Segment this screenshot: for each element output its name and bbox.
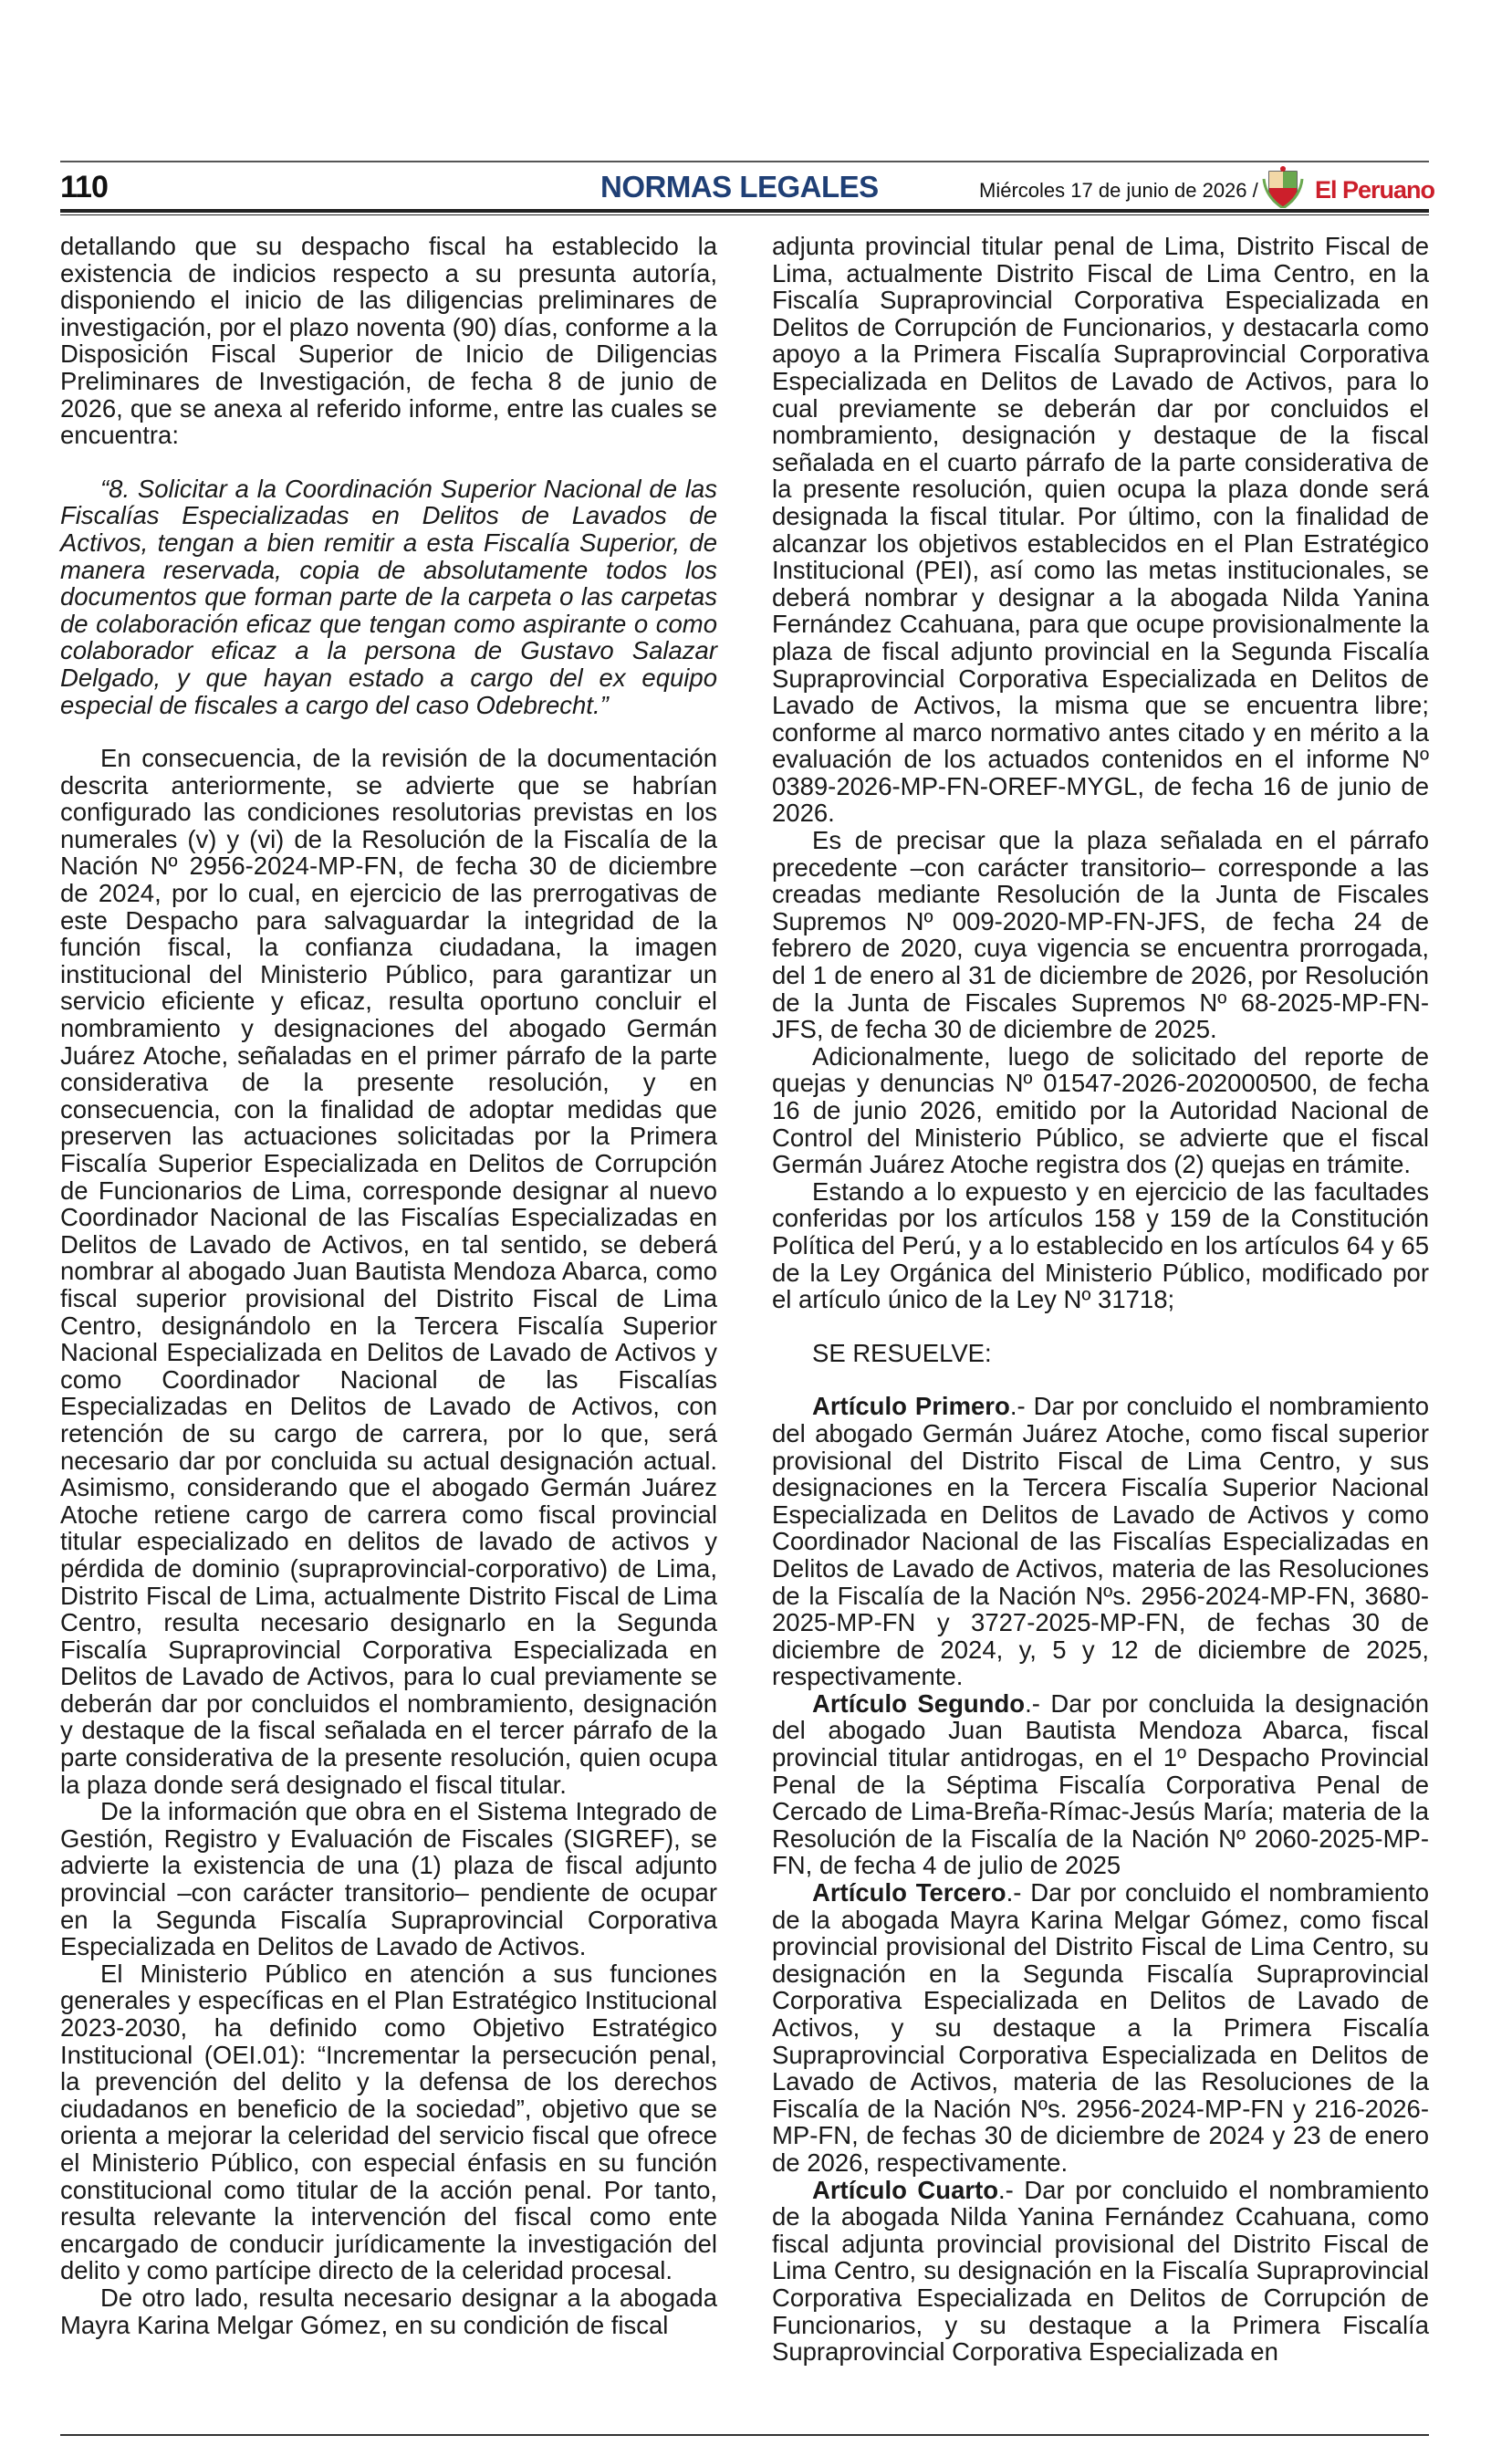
article-title: Artículo Tercero xyxy=(812,1878,1006,1907)
article-text: .- Dar por concluido el nombramiento de la abogada Mayra Karina Melgar Gómez, como fiscal provincial provisional del Distrito Fiscal de Lima Centro, su designación en la Segunda Fiscalía Supraprovincial Corporativa Especializada en Delitos de Lavado de Activos, y su destaque a la Primera Fiscalía Supraprovincial Corporativa Especializada en Delitos de Lavado de Activos, materia de las Resoluciones de la Fiscalía de la Nación Nºs. 2956-2024-MP-FN y 216-2026-MP-FN, de fechas 30 de diciembre de 2024 y 23 de enero de 2026, respectivamente. xyxy=(772,1878,1430,2177)
left-column xyxy=(60,233,717,2338)
article-title: Artículo Segundo xyxy=(812,1688,1026,1718)
article-title: Artículo Cuarto xyxy=(812,2175,999,2204)
page-number: 110 xyxy=(60,170,108,204)
article-title: Artículo Primero xyxy=(812,1392,1010,1421)
right-column xyxy=(772,233,1429,2366)
article-text: .- Dar por concluido el nombramiento de la abogada Nilda Yanina Fernández Ccahuana, como fiscal adjunta provincial provisional del Distrito Fiscal de Lima Centro, su designación en la Fiscalía Supraprovincial Corporativa Especializada en Delitos de Corrupción de Funcionarios, y su destaque a la Primera Fiscalía Supraprovincial Corporativa Especializada en xyxy=(772,2175,1429,2367)
header-top-rule xyxy=(60,161,1429,162)
section-title: NORMAS LEGALES xyxy=(600,170,879,204)
header-bottom-rule xyxy=(60,209,1429,213)
footer-rule xyxy=(60,2434,1429,2436)
article-text: .- Dar por concluida la designación del abogado Juan Bautista Mendoza Abarca, fiscal provincial titular antidrogas, en el 1º Despacho Provincial Penal de la Séptima Fiscalía Corporativa Penal de Cercado de Lima-Breña-Rímac-Jesús María; materia de la Resolución de la Fiscalía de la Nación Nº 2060-2025-MP-FN, de fecha 4 de julio de 2025 xyxy=(772,1688,1429,1880)
paragraph: adjunta provincial titular penal de Lima, Distrito Fiscal de Lima, actualmente Distrito Fiscal de Lima Centro, en la Fiscalía Supraprovincial Corporativa Especializada en Delitos de Corrupción de Funcionarios, y destacarla como apoyo a la Primera Fiscalía Supraprovincial Corporativa Especializada en Delitos de Lavado de Activos, para lo cual previamente se deberán dar por concluidos el nombramiento, designación y destaque de la fiscal señalada en el cuarto párrafo de la parte considerativa de la presente resolución, quien ocupa la plaza donde será designada la fiscal titular. Por último, con la finalidad de alcanzar los objetivos establecidos en el Plan Estratégico Institucional (PEI), así como las metas institucionales, se deberá nombrar y designar a la abogada Nilda Yanina Fernández Ccahuana, para que ocupe provisionalmente la plaza de fiscal adjunto provincial en la Segunda Fiscalía Supraprovincial Corporativa Especializada en Delitos de Lavado de Activos, la misma que se encuentra libre; conforme al marco normativo antes citado y en mérito a la evaluación de los actuados contenidos en el informe Nº 0389-2026-MP-FN-OREF-MYGL, de fecha 16 de junio de 2026. xyxy=(772,232,1429,828)
paragraph: En consecuencia, de la revisión de la documentación descrita anteriormente, se advierte que se habrían configurado las condiciones resolutorias previstas en los numerales (v) y (vi) de la Resolución de la Fiscalía de la Nación Nº 2956-2024-MP-FN, de fecha 30 de diciembre de 2024, por lo cual, en ejercicio de las prerrogativas de este Despacho para salvaguardar la integridad de la función fiscal, la confianza ciudadana, la imagen institucional del Ministerio Público, para garantizar un servicio eficiente y eficaz, resulta oportuno concluir el nombramiento y designaciones del abogado Germán Juárez Atoche, señaladas en el primer párrafo de la parte considerativa de la presente resolución, y en consecuencia, con la finalidad de adoptar medidas que preserven las actuaciones solicitadas por la Primera Fiscalía Superior Especializada en Delitos de Corrupción de Funcionarios de Lima, corresponde designar al nuevo Coordinador Nacional de las Fiscalías Especializadas en Delitos de Lavado de Activos, en tal sentido, se deberá nombrar al abogado Juan Bautista Mendoza Abarca, como fiscal superior provisional del Distrito Fiscal de Lima Centro, designándolo en la Tercera Fiscalía Superior Nacional Especializada en Delitos de Lavado de Activos y como Coordinador Nacional de las Fiscalías Especializadas en Delitos de Lavado de Activos, con retención de su cargo de carrera, por lo que, será necesario dar por concluida su actual designación actual. Asimismo, considerando que el abogado Germán Juárez Atoche retiene cargo de carrera como fiscal provincial titular especializado en delitos de lavado de activos y pérdida de dominio (supraprovincial-corporativo) de Lima, Distrito Fiscal de Lima, actualmente Distrito Fiscal de Lima Centro, resulta necesario designarlo en la Segunda Fiscalía Supraprovincial Corporativa Especializada en Delitos de Lavado de Activos, para lo cual previamente se deberán dar por concluidos el nombramiento, designación y destaque de la fiscal señalada en el tercer párrafo de la parte considerativa de la presente resolución, quien ocupa la plaza donde será designado el fiscal titular. xyxy=(60,744,717,1799)
article-first xyxy=(772,1393,1429,1690)
quoted-paragraph: “8. Solicitar a la Coordinación Superior Nacional de las Fiscalías Especializadas en Delitos de Lavados de Activos, tengan a bien remitir a esta Fiscalía Superior, de manera reservada, copia de absolutamente todos los documentos que forman parte de la carpeta o las carpetas de colaboración eficaz que tengan como aspirante o como colaborador eficaz a la persona de Gustavo Salazar Delgado, y que hayan estado a cargo del ex equipo especial de fiscales a cargo del caso Odebrecht.” xyxy=(60,474,717,719)
paragraph: detallando que su despacho fiscal ha establecido la existencia de indicios respecto a su presunta autoría, disponiendo el inicio de las diligencias preliminares de investigación, por el plazo noventa (90) días, conforme a la Disposición Fiscal Superior de Inicio de Diligencias Preliminares de Investigación, de fecha 8 de junio de 2026, que se anexa al referido informe, entre las cuales se encuentra: xyxy=(60,232,717,450)
article-fourth xyxy=(772,2177,1429,2366)
article-text: .- Dar por concluido el nombramiento del abogado Germán Juárez Atoche, como fiscal superior provisional del Distrito Fiscal de Lima Centro, y sus designaciones en la Tercera Fiscalía Superior Nacional Especializada en Delitos de Lavado de Activos y como Coordinador Nacional de las Fiscalías Especializadas en Delitos de Lavado de Activos, materia de las Resoluciones de la Fiscalía de la Nación Nºs. 2956-2024-MP-FN, 3680-2025-MP-FN y 3727-2025-MP-FN, de fechas 30 de diciembre de 2024, y, 5 y 12 de diciembre de 2025, respectivamente. xyxy=(772,1392,1429,1691)
paragraph: De otro lado, resulta necesario designar a la abogada Mayra Karina Melgar Gómez, en su condición de fiscal xyxy=(60,2283,717,2339)
resolve-heading: SE RESUELVE: xyxy=(812,1338,992,1367)
brand-name: El Peruano xyxy=(1315,176,1435,204)
article-third xyxy=(772,1879,1429,2177)
issue-date: Miércoles 17 de junio de 2026 / xyxy=(979,179,1258,202)
article-second xyxy=(772,1690,1429,1879)
paragraph: El Ministerio Público en atención a sus funciones generales y específicas en el Plan Estratégico Institucional 2023-2030, ha definido como Objetivo Estratégico Institucional (OEI.01): “Incrementar la persecución penal, la prevención del delito y la defensa de los derechos ciudadanos en beneficio de la sociedad”, objetivo que se orienta a mejorar la celeridad del servicio fiscal que ofrece el Ministerio Público, con especial énfasis en su función constitucional como titular de la acción penal. Por tanto, resulta relevante la intervención del fiscal como ente encargado de conducir jurídicamente la investigación del delito y como partícipe directo de la celeridad procesal. xyxy=(60,1959,717,2285)
paragraph: Es de precisar que la plaza señalada en el párrafo precedente –con carácter transitorio– corresponde a las creadas mediante Resolución de la Junta de Fiscales Supremos Nº 009-2020-MP-FN-JFS, de fecha 24 de febrero de 2020, cuya vigencia se encuentra prorrogada, del 1 de enero al 31 de diciembre de 2026, por Resolución de la Junta de Fiscales Supremos Nº 68-2025-MP-FN-JFS, de fecha 30 de diciembre de 2025. xyxy=(772,826,1429,1044)
paragraph: Adicionalmente, luego de solicitado del reporte de quejas y denuncias Nº 01547-2026-202000500, de fecha 16 de junio 2026, emitido por la Autoridad Nacional de Control del Ministerio Público, se advierte que el fiscal Germán Juárez Atoche registra dos (2) quejas en trámite. xyxy=(772,1041,1429,1179)
paragraph: De la información que obra en el Sistema Integrado de Gestión, Registro y Evaluación de Fiscales (SIGREF), se advierte la existencia de una (1) plaza de fiscal adjunto provincial –con carácter transitorio– pendiente de ocupar en la Segunda Fiscalía Supraprovincial Corporativa Especializada en Delitos de Lavado de Activos. xyxy=(60,1797,717,1961)
header-bottom-thin-rule xyxy=(60,214,1429,215)
paragraph: Estando a lo expuesto y en ejercicio de las facultades conferidas por los artículos 158 y 159 de la Constitución Política del Perú, y a lo establecido en los artículos 64 y 65 de la Ley Orgánica del Ministerio Público, modificado por el artículo único de la Ley Nº 31718; xyxy=(772,1176,1429,1314)
